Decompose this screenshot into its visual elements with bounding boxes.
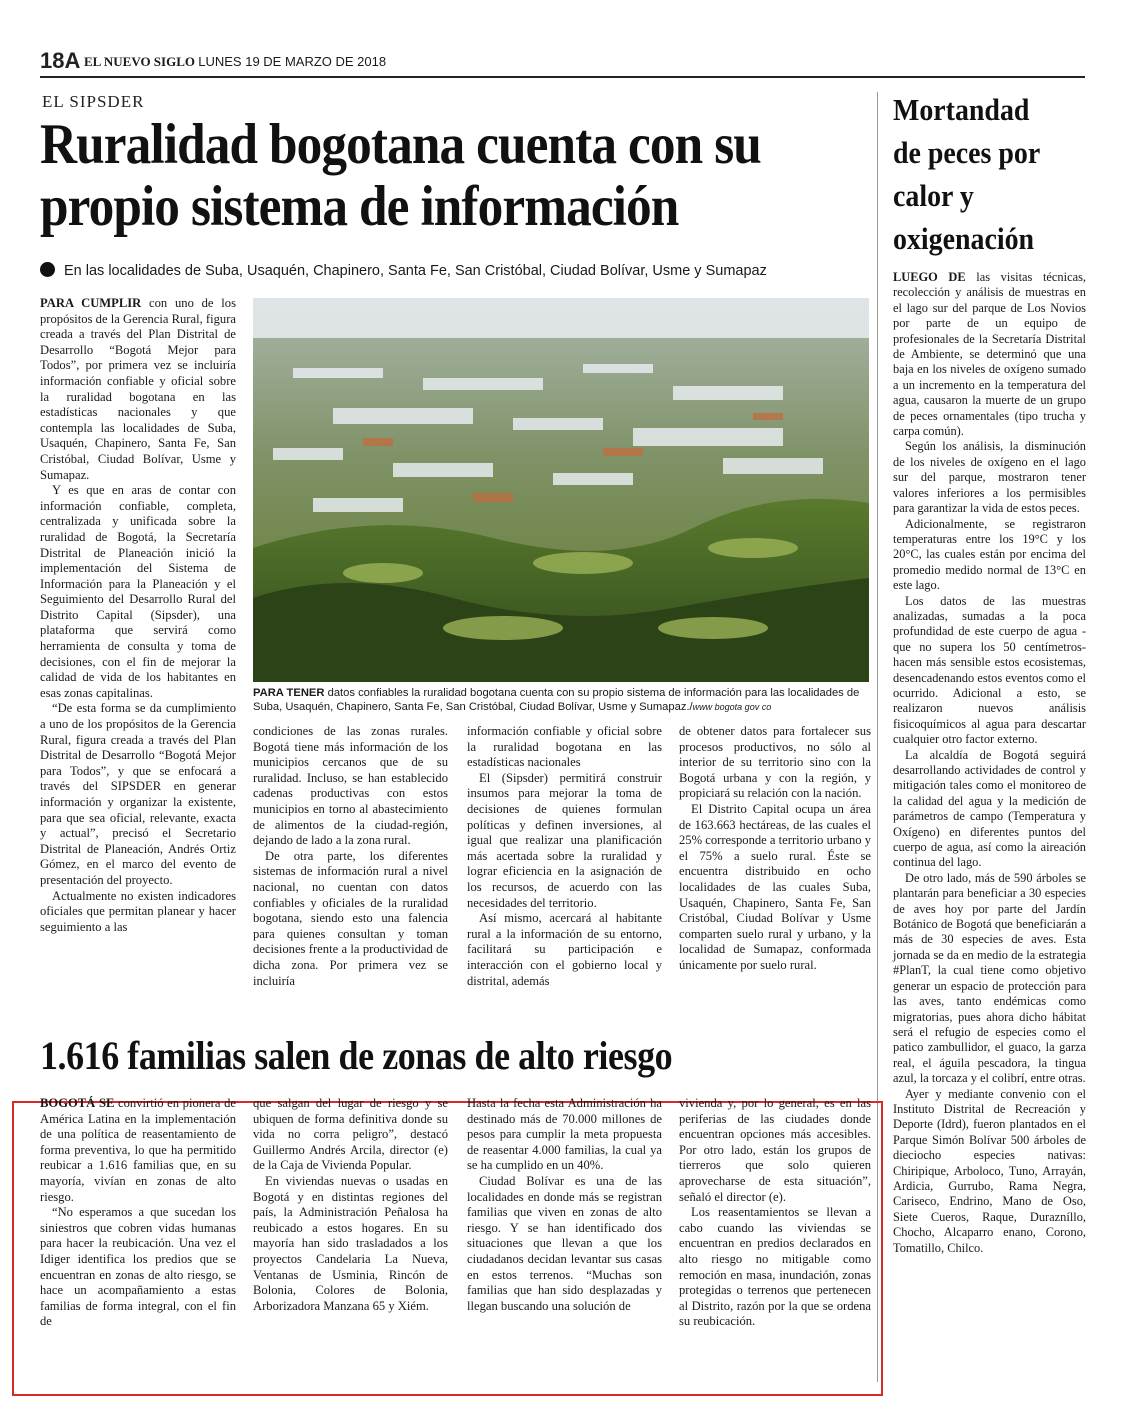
caption-lead: PARA TENER — [253, 687, 325, 699]
main-headline: Ruralidad bogotana cuenta con su propio sistema de información — [40, 113, 761, 238]
paragraph: Ayer y mediante convenio con el Instituto Distrital de Recreación y Deporte (Idrd), fueron plantados en el Parque Simón Bolívar 500 árboles de dieciocho especies nativas: Chiripique, Arboloco, Tuno, Arrayán, Ardicia, Gurrubo, Rama Negra, Cariseco, Endrino, Mano de Oso, Siete Cueros, Raque, Durazníllo, Chocho, Alcaparro enano, Corono, Tomatillo, Chilco. — [893, 1086, 1086, 1255]
newspaper-name: EL NUEVO SIGLO — [84, 54, 195, 69]
paragraph: PARA CUMPLIR con uno de los propósitos de la Gerencia Rural, figura creada a través del Plan Distrital de Desarrollo “Bogotá Mejor para Todos”, por primera vez se incluiría información confiable y oficial sobre la ruralidad bogotana en las estadísticas nacionales y que contempla las localidades de Suba, Usaquén, Chapinero, Santa Fe, San Cristóbal, Ciudad Bolívar, Usme y Sumapaz. — [40, 296, 236, 482]
caption-text: datos confiables la ruralidad bogotana cuenta con su propio sistema de información para las localidades de Suba, Usaquén, Chapinero, Santa Fe, San Cristóbal, Ciudad Bolívar, Usme y Sumapaz./ — [253, 687, 860, 713]
caption-credit: www bogota gov co — [692, 702, 772, 712]
landscape-photo — [253, 298, 869, 682]
main-column-4 — [679, 724, 871, 974]
main-column-3 — [467, 724, 662, 989]
paragraph: En viviendas nuevas o usadas en Bogotá y en distintas regiones del país, la Administración Peñalosa ha reubicado a estos hogares. En su mayoría han sido trasladados a los proyectos Candelaria La Nueva, Ventanas de Usminia, Rincón de Bolonia, Colores de Bolonia, Arborizadora Manzana 65 y Xiém. — [253, 1173, 448, 1313]
main-column-1 — [40, 296, 236, 935]
paragraph: Adicionalmente, se registraron temperaturas entre los 19°C y los 20°C, las cuales están por encima del promedio medido normal de 13°C en este lago. — [893, 516, 1086, 593]
page-number: 18A — [40, 48, 81, 73]
paragraph: El Distrito Capital ocupa un área de 163.663 hectáreas, de las cuales el 25% corresponde a territorio urbano y el 75% a suelo rural. Éste se encuentra distribuido en ocho localidades de las cuales Suba, Usaquén, Chapinero, Santa Fe, San Cristóbal, Ciudad Bolívar y Usme comparten suelo rural y urbano, y la localidad de Sumapaz, conformada únicamente por suelo rural. — [679, 801, 871, 972]
box-column-3 — [467, 1096, 662, 1314]
paragraph: Hasta la fecha esta Administración ha destinado más de 70.000 millones de pesos para cumplir la meta propuesta de reasentar 4.000 familias, la cual ya se ha cumplido en un 40%. — [467, 1096, 662, 1173]
sidebar-headline: Mortandad de peces por calor y oxigenación — [893, 92, 1040, 256]
subhead-text: En las localidades de Suba, Usaquén, Chapinero, Santa Fe, San Cristóbal, Ciudad Bolívar, Usme y Sumapaz — [64, 263, 767, 279]
box-headline: 1.616 familias salen de zonas de alto riesgo — [40, 1033, 673, 1078]
paragraph: vivienda y, por lo general, es en las periferias de las ciudades donde encuentran opciones más accesibles. Por otro lado, están los grupos de tierreros que solo quieren aprovecharse de esta situación”, señaló el director (e). — [679, 1096, 871, 1204]
paragraph: Según los análisis, la disminución de los niveles de oxígeno en el lago sur del parque, mostraron tener valores inferiores a los permisibles para garantizar la vida de estos peces. — [893, 439, 1086, 516]
photo-caption — [253, 686, 869, 714]
paragraph: “No esperamos a que sucedan los siniestros que cobren vidas humanas para hacer la reubicación. Una vez el Idiger identifica los predios que se encuentran en zonas de alto riesgo, se hace un acompañamiento a estas familias de forma integral, con el fin de — [40, 1205, 236, 1329]
main-subhead — [40, 262, 870, 279]
paragraph: de obtener datos para fortalecer sus procesos productivos, no sólo al interior de su territorio sino con la Bogotá urbana y con la región, y propiciará su relación con la nación. — [679, 724, 871, 801]
paragraph: información confiable y oficial sobre la ruralidad bogotana en las estadísticas nacionales — [467, 724, 662, 770]
main-column-2 — [253, 724, 448, 989]
paragraph: Y es que en aras de contar con información confiable, completa, centralizada y unificada sobre la ruralidad de Bogotá, la Secretaría Distrital de Planeación inició la implementación del Sistema de Información para la Planeación y el Seguimiento del Desarrollo Rural del Distrito Capital (Sipsder), una plataforma que servirá como herramienta de consulta y toma de decisiones, con el fin de mejorar la calidad de vida de los habitantes en esas zonas capitalinas. — [40, 483, 236, 700]
paragraph: que salgan del lugar de riesgo y se ubiquen de forma definitiva donde su vida no corra peligro”, destacó Guillermo Andrés Arcila, director (e) de la Caja de Vivienda Popular. — [253, 1096, 448, 1173]
paragraph: BOGOTÁ SE convirtió en pionera de América Latina en la implementación de una política de reasentamiento de forma preventiva, lo que ha permitido reubicar a 1.616 familias que, en su mayoría, vivían en zonas de alto riesgo. — [40, 1096, 236, 1204]
paragraph: Los reasentamientos se llevan a cabo cuando las viviendas se encuentran en predios declarados en alto riesgo no mitigable como remoción en masa, inundación, zonas protegidas o terrenos que pertenecen al Distrito, razón por la que se ordena su reubicación. — [679, 1205, 871, 1329]
sidebar-column — [893, 270, 1086, 1256]
masthead — [84, 54, 386, 70]
paragraph: Actualmente no existen indicadores oficiales que permitan planear y hacer seguimiento a las — [40, 888, 236, 934]
paragraph: De otra parte, los diferentes sistemas de información rural a nivel nacional, no cuentan con datos confiables y oficiales de la ruralidad bogotana, siendo esto una falencia para quienes consultan y toman decisiones frente a la productividad de dicha zona. Por primera vez se incluiría — [253, 848, 448, 988]
box-column-2 — [253, 1096, 448, 1314]
paragraph: Los datos de las muestras analizadas, sumadas a la poca profundidad de este cuerpo de agua -que no supera los 50 centímetros- hacen más sensible estos ecosistemas, desencadenando estos eventos como el ocurrido. Adicional a esto, se realizaron nuevos análisis fisicoquímicos al agua para descartar cualquier otro factor externo. — [893, 593, 1086, 747]
paragraph: Así mismo, acercará al habitante rural a la información de su entorno, facilitará su participación e interacción con el gobierno local y distrital, además — [467, 911, 662, 988]
paragraph: El (Sipsder) permitirá construir insumos para mejorar la toma de decisiones de quienes formulan políticas y definen inversiones, al igual que realizar una planificación más acertada sobre la ruralidad y lograr eficiencia en la asignación de los recursos, de acuerdo con las necesidades del territorio. — [467, 770, 662, 910]
box-column-4 — [679, 1096, 871, 1330]
section-label: EL SIPSDER — [42, 92, 145, 111]
paragraph: “De esta forma se da cumplimiento a uno de los propósitos de la Gerencia Rural, figura creada a través del Plan Distrital de Desarrollo “Bogotá Mejor para Todos”, y que se enfocará a través del SIPSDER en generar información y organizar la existente, para que sea oficial, relevante, exacta y actual”, precisó el Secretario Distrital de Planeación, Andrés Ortiz Gómez, en el marco del evento de presentación del proyecto. — [40, 701, 236, 887]
issue-date: LUNES 19 DE MARZO DE 2018 — [198, 54, 387, 69]
bullet-icon — [40, 262, 55, 277]
paragraph: Ciudad Bolívar es una de las localidades en donde más se registran familias que viven en zonas de alto riesgo. Y se han identificado dos situaciones que llevan a que los ciudadanos decidan levantar sus casas en estos terrenos. “Muchas son familias que han sido desplazadas y llegan buscando una solución de — [467, 1173, 662, 1313]
header-rule — [40, 76, 1085, 78]
paragraph: La alcaldía de Bogotá seguirá desarrollando actividades de control y mitigación tales como el monitoreo de la calidad del agua y la medición de parámetros de campo (Temperatura y Oxígeno) en diferentes puntos del cuerpo de agua, así como la aireación continua del lago. — [893, 747, 1086, 870]
paragraph: LUEGO DE las visitas técnicas, recolección y análisis de muestras en el lago sur del parque de Los Novios por parte de un equipo de profesionales de la Secretaría Distrital de Ambiente, se determinó que una baja en los niveles de oxígeno sumado a un incremento en la temperatura del agua, causaron la muerte de un grupo de peces ornamentales (tipo trucha y carpa común). — [893, 270, 1086, 439]
paragraph: De otro lado, más de 590 árboles se plantarán para beneficiar a 30 especies de aves hoy por parte del Jardín Botánico de Bogotá que beneficiarán a más de 30 especies de aves. Esta jornada se da en medio de la estrategia #PlanT, la cual tiene como objetivo generar un espacio de protección para las aves, tanto endémicas como migratorias, pues ahora dicho hábitat será el refugio de especies como el patico zambullidor, el guaco, la garza real, el águila pescadora, la tingua azul, la torcaza y el colibrí, entre otras. — [893, 870, 1086, 1086]
paragraph: condiciones de las zonas rurales. Bogotá tiene más información de los municipios cercanos que de su ruralidad. Incluso, se han establecido cadenas productivas con estos municipios en torno al abastecimiento de alimentos de la ciudad-región, dejando de lado a la zona rural. — [253, 724, 448, 848]
box-column-1 — [40, 1096, 236, 1330]
